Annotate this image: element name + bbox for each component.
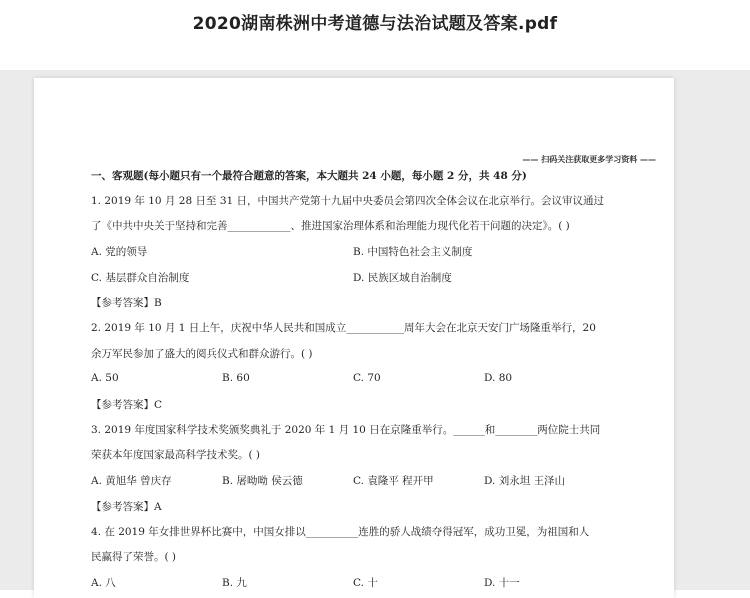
question-4-option-b: B. 九 <box>222 577 247 589</box>
question-3-stem-line-1: 3. 2019 年度国家科学技术奖颁奖典礼于 2020 年 1 月 10 日在京隆重举行。______和________两位院士共同 <box>91 424 601 436</box>
question-1-option-b: B. 中国特色社会主义制度 <box>353 246 473 258</box>
question-2-option-b: B. 60 <box>222 372 250 384</box>
question-2-stem-line-1: 2. 2019 年 10 月 1 日上午，庆祝中华人民共和国成立___________周年大会在北京天安门广场隆重举行，20 <box>91 322 596 334</box>
question-4-stem-line-1: 4. 在 2019 年女排世界杯比赛中，中国女排以__________连胜的骄人战绩夺得冠军，成功卫冕，为祖国和人 <box>91 526 590 538</box>
question-4-stem-line-2: 民赢得了荣誉。( ) <box>91 551 177 563</box>
question-2-answer: 【参考答案】C <box>91 399 163 411</box>
section-heading: 一、客观题(每小题只有一个最符合题意的答案，本大题共 24 小题，每小题 2 分，共 48 分) <box>91 170 527 182</box>
question-1-option-d: D. 民族区域自治制度 <box>353 272 452 284</box>
question-1-stem-line-2: 了《中共中央关于坚持和完善____________、推进国家治理体系和治理能力现代化若干问题的决定》。( ) <box>91 220 570 232</box>
question-1-option-a: A. 党的领导 <box>91 246 148 258</box>
pdf-page <box>34 78 674 598</box>
question-3-option-b: B. 屠呦呦 侯云德 <box>222 475 303 487</box>
question-2-option-d: D. 80 <box>484 372 513 384</box>
question-3-option-c: C. 袁隆平 程开甲 <box>353 475 434 487</box>
question-3-option-a: A. 黄旭华 曾庆存 <box>91 475 172 487</box>
page-notice: —— 扫码关注获取更多学习资料 —— <box>522 155 656 164</box>
document-title: 2020湖南株洲中考道德与法治试题及答案.pdf <box>192 14 558 34</box>
question-3-stem-line-2: 荣获本年度国家最高科学技术奖。( ) <box>91 449 261 461</box>
question-3-answer: 【参考答案】A <box>91 501 162 513</box>
question-1-option-c: C. 基层群众自治制度 <box>91 272 190 284</box>
question-4-option-c: C. 十 <box>353 577 378 589</box>
question-3-option-d: D. 刘永坦 王泽山 <box>484 475 566 487</box>
title-bar <box>0 0 750 70</box>
question-1-answer: 【参考答案】B <box>91 297 162 309</box>
question-2-option-c: C. 70 <box>353 372 381 384</box>
question-1-stem-line-1: 1. 2019 年 10 月 28 日至 31 日，中国共产党第十九届中央委员会第四次全体会议在北京举行。会议审议通过 <box>91 195 605 207</box>
question-4-option-d: D. 十一 <box>484 577 520 589</box>
question-2-option-a: A. 50 <box>91 372 119 384</box>
question-2-stem-line-2: 余万军民参加了盛大的阅兵仪式和群众游行。( ) <box>91 348 313 360</box>
pdf-viewer[interactable] <box>0 70 750 590</box>
question-4-option-a: A. 八 <box>91 577 116 589</box>
